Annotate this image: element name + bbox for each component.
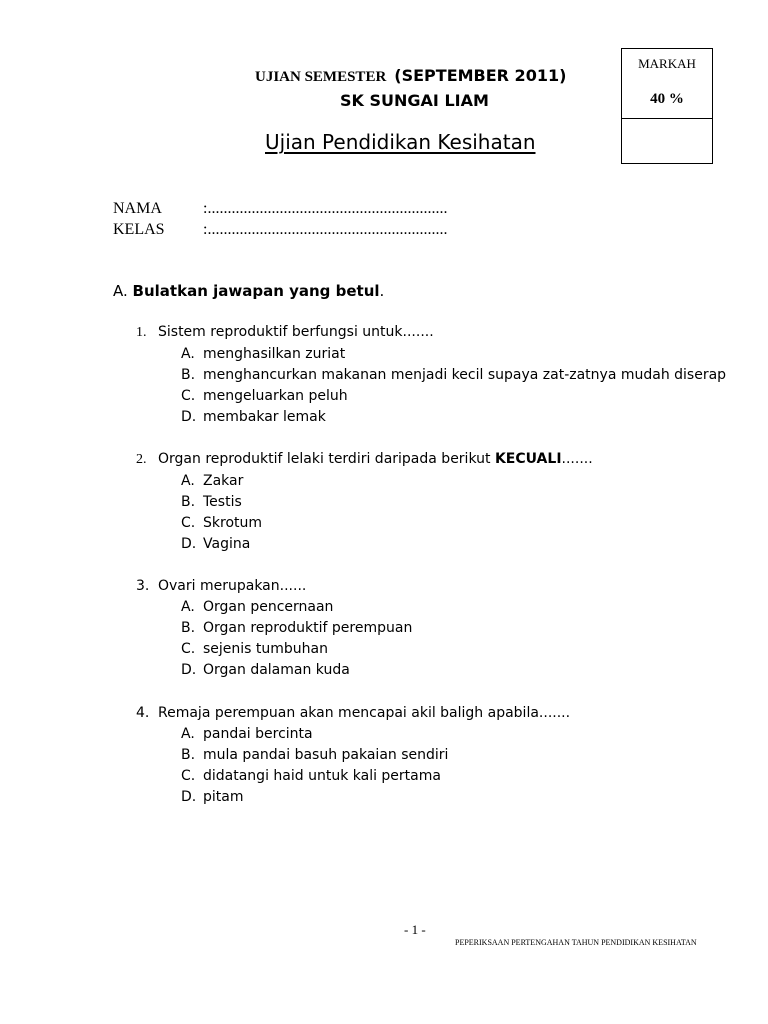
question-number: 3. xyxy=(136,578,150,594)
name-field[interactable]: :............................................................ xyxy=(203,200,448,217)
question-text: Sistem reproduktif berfungsi untuk....... xyxy=(158,324,434,340)
question-text xyxy=(158,451,593,467)
option-letter: A. xyxy=(181,599,195,615)
subject-title: Ujian Pendidikan Kesihatan xyxy=(265,130,536,154)
q1-option-d[interactable] xyxy=(181,409,326,425)
markah-label: MARKAH xyxy=(638,56,696,71)
option-text: Organ reproduktif perempuan xyxy=(203,620,413,636)
q2-option-c[interactable] xyxy=(181,515,262,531)
option-text: menghasilkan zuriat xyxy=(203,346,346,362)
option-letter: C. xyxy=(181,388,196,404)
q3-option-c[interactable] xyxy=(181,641,328,657)
q3-option-a[interactable] xyxy=(181,599,333,615)
exam-title-main: UJIAN SEMESTER xyxy=(255,69,387,85)
question-4 xyxy=(136,705,570,722)
section-period: . xyxy=(379,282,385,300)
question-text: Remaja perempuan akan mencapai akil baligh apabila....... xyxy=(158,705,571,721)
name-label: NAMA xyxy=(113,200,162,217)
q1-option-b[interactable] xyxy=(181,367,726,383)
question-2 xyxy=(136,451,593,468)
option-text: Vagina xyxy=(203,536,251,552)
option-text: didatangi haid untuk kali pertama xyxy=(203,768,441,784)
option-letter: B. xyxy=(181,367,196,383)
school-name: SK SUNGAI LIAM xyxy=(340,91,489,110)
footer-text: PEPERIKSAAN PERTENGAHAN TAHUN PENDIDIKAN KESIHATAN xyxy=(455,938,697,947)
option-text: Organ dalaman kuda xyxy=(203,662,350,678)
option-letter: B. xyxy=(181,494,196,510)
option-letter: A. xyxy=(181,726,195,742)
option-text: pitam xyxy=(203,789,244,805)
option-text: Organ pencernaan xyxy=(203,599,334,615)
option-letter: C. xyxy=(181,768,196,784)
option-text: menghancurkan makanan menjadi kecil supaya zat-zatnya mudah diserap xyxy=(203,367,727,383)
section-letter: A xyxy=(113,282,123,300)
option-letter: A. xyxy=(181,473,195,489)
q4-option-a[interactable] xyxy=(181,726,313,742)
option-letter: C. xyxy=(181,515,196,531)
page-number: - 1 - xyxy=(404,922,426,937)
question-text: Ovari merupakan...... xyxy=(158,578,307,594)
q1-option-c[interactable] xyxy=(181,388,348,404)
option-letter: B. xyxy=(181,620,196,636)
question-text-emphasis: KECUALI xyxy=(494,451,562,467)
option-letter: D. xyxy=(181,409,197,425)
exam-title-date: (SEPTEMBER 2011) xyxy=(394,66,567,85)
markah-box xyxy=(621,48,713,164)
q4-option-b[interactable] xyxy=(181,747,448,763)
option-letter: D. xyxy=(181,536,197,552)
option-letter: D. xyxy=(181,662,197,678)
question-1 xyxy=(136,324,434,341)
option-text: membakar lemak xyxy=(203,409,326,425)
q2-option-b[interactable] xyxy=(181,494,242,510)
exam-title xyxy=(255,66,566,86)
option-letter: C. xyxy=(181,641,196,657)
option-text: sejenis tumbuhan xyxy=(203,641,329,657)
q2-option-d[interactable] xyxy=(181,536,250,552)
class-label: KELAS xyxy=(113,221,165,238)
question-3 xyxy=(136,578,306,595)
question-text-before: Organ reproduktif lelaki terdiri daripada berikut xyxy=(158,451,495,467)
q1-option-a[interactable] xyxy=(181,346,345,362)
q4-option-c[interactable] xyxy=(181,768,441,784)
section-heading: A. Bulatkan jawapan yang betul. xyxy=(113,282,385,300)
class-field[interactable]: :............................................................ xyxy=(203,221,448,238)
q3-option-d[interactable] xyxy=(181,662,350,678)
option-text: mengeluarkan peluh xyxy=(203,388,348,404)
question-number: 1. xyxy=(136,325,147,340)
markah-header-cell xyxy=(622,49,712,119)
question-text-after: ....... xyxy=(561,451,593,467)
option-text: Zakar xyxy=(203,473,244,489)
option-text: mula pandai basuh pakaian sendiri xyxy=(203,747,449,763)
option-text: pandai bercinta xyxy=(203,726,313,742)
q2-option-a[interactable] xyxy=(181,473,243,489)
markah-score-cell[interactable] xyxy=(622,119,712,163)
option-letter: B. xyxy=(181,747,196,763)
option-letter: A. xyxy=(181,346,195,362)
q4-option-d[interactable] xyxy=(181,789,243,805)
question-number: 2. xyxy=(136,452,147,467)
option-text: Skrotum xyxy=(203,515,263,531)
question-number: 4. xyxy=(136,705,150,721)
name-row xyxy=(113,200,447,218)
option-text: Testis xyxy=(203,494,242,510)
section-instruction: Bulatkan jawapan yang betul xyxy=(132,282,380,300)
q3-option-b[interactable] xyxy=(181,620,412,636)
markah-value: 40 % xyxy=(650,91,684,107)
class-row xyxy=(113,221,447,239)
option-letter: D. xyxy=(181,789,197,805)
